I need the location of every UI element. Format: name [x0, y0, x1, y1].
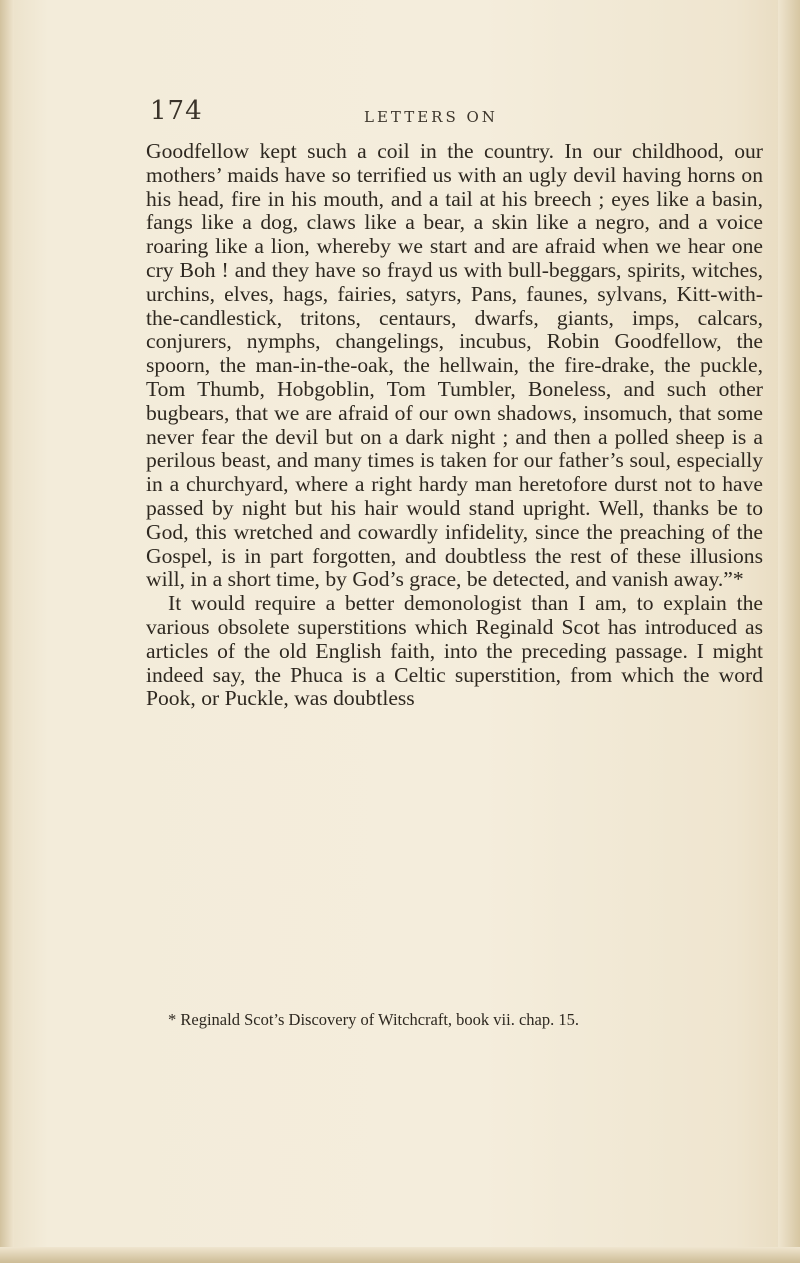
page-header [150, 96, 760, 136]
body-text [146, 140, 763, 711]
paragraph: It would require a better demonologist than I am, to explain the various obsolete superstitions which Reginald Scot has introduced as articles of the old English faith, into the preceding passage. I might indeed say, the Phuca is a Celtic superstition, from which the word Pook, or Puckle, was doubtless [146, 591, 763, 711]
page-bottom-shadow [0, 1247, 800, 1263]
footnote: * Reginald Scot’s Discovery of Witchcraft, book vii. chap. 15. [168, 1010, 579, 1029]
running-title: LETTERS ON [364, 108, 498, 126]
page-edge-shadow [778, 0, 800, 1263]
page-number: 174 [150, 96, 203, 126]
paragraph: Goodfellow kept such a coil in the country. In our childhood, our mothers’ maids have so terrified us with an ugly devil having horns on his head, fire in his mouth, and a tail at his breech ; eyes like a basin, fangs like a dog, claws like a bear, a skin like a negro, and a voice roaring like a lion, whereby we start and are afraid when we hear one cry Boh ! and they have so frayd us with bull-beggars, spirits, witches, urchins, elves, hags, fairies, satyrs, Pans, faunes, sylvans, Kitt-with-the-candlestick, tritons, centaurs, dwarfs, giants, imps, calcars, conjurers, nymphs, changelings, incubus, Robin Goodfellow, the spoorn, the man-in-the-oak, the hellwain, the fire-drake, the puckle, Tom Thumb, Hobgoblin, Tom Tumbler, Boneless, and such other bugbears, that we are afraid of our own shadows, insomuch, that some never fear the devil but on a dark night ; and then a polled sheep is a perilous beast, and many times is taken for our father’s soul, especially in a churchyard, where a right hardy man heretofore durst not to have passed by night but his hair would stand upright. Well, thanks be to God, this wretched and cowardly infidelity, since the preaching of the Gospel, is in part forgotten, and doubtless the rest of these illusions will, in a short time, by God’s grace, be detected, and vanish away.”* [146, 139, 763, 592]
page-gutter-shadow [0, 0, 14, 1263]
